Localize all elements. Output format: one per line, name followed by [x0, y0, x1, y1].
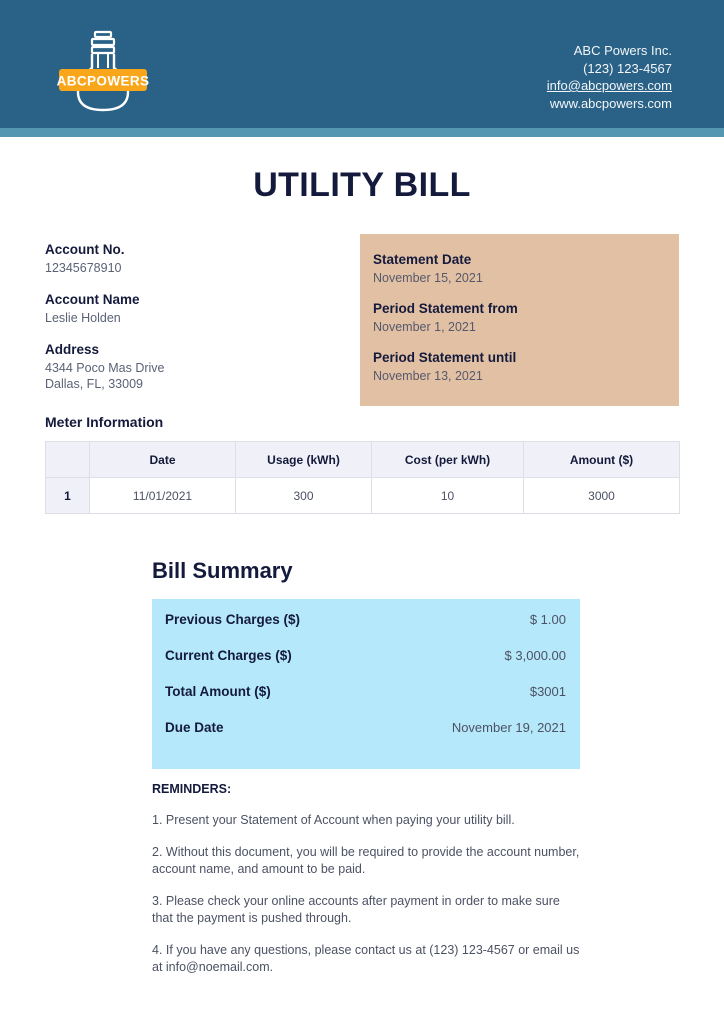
meter-table — [45, 441, 680, 514]
period-from-value: November 1, 2021 — [373, 320, 476, 334]
account-name-field — [45, 292, 335, 326]
statement-date-label: Statement Date — [373, 252, 472, 267]
total-amount-label: Total Amount ($) — [165, 684, 271, 699]
meter-col-index — [46, 442, 90, 478]
reminder-item: 4. If you have any questions, please contact us at (123) 123-4567 or email us at info@noemail.com. — [152, 943, 580, 974]
statement-dates-box — [360, 234, 679, 406]
company-website: www.abcpowers.com — [549, 95, 672, 111]
address-line-2: Dallas, FL, 33009 — [45, 377, 143, 391]
current-charges-value: $ 3,000.00 — [504, 648, 566, 663]
bill-summary-panel — [152, 599, 580, 769]
reminder-item: 2. Without this document, you will be required to provide the account number, account name, and amount to be paid. — [152, 845, 580, 876]
company-phone: (123) 123-4567 — [583, 60, 672, 76]
meter-row-date: 11/01/2021 — [90, 478, 236, 514]
bill-summary-section — [0, 558, 724, 769]
total-amount-value: $3001 — [529, 684, 566, 699]
period-until-value: November 13, 2021 — [373, 369, 483, 383]
meter-row-amount: 3000 — [524, 478, 680, 514]
account-name-value: Leslie Holden — [45, 311, 121, 325]
page-header — [0, 0, 724, 128]
account-details — [45, 242, 335, 408]
summary-row-current-charges — [165, 648, 566, 684]
summary-row-due-date — [165, 720, 566, 756]
bill-summary-title: Bill Summary — [152, 558, 293, 583]
summary-row-total-amount — [165, 684, 566, 720]
meter-col-cost: Cost (per kWh) — [372, 442, 524, 478]
period-from-label: Period Statement from — [373, 301, 518, 316]
meter-row-cost: 10 — [372, 478, 524, 514]
address-line-1: 4344 Poco Mas Drive — [45, 361, 165, 375]
period-until-label: Period Statement until — [373, 350, 517, 365]
company-name: ABC Powers Inc. — [573, 43, 672, 58]
meter-table-wrapper — [45, 441, 679, 514]
period-until-field — [373, 350, 679, 384]
account-number-field — [45, 242, 335, 276]
meter-row-usage: 300 — [236, 478, 372, 514]
account-name-label: Account Name — [45, 292, 140, 307]
due-date-label: Due Date — [165, 720, 224, 735]
previous-charges-value: $ 1.00 — [529, 612, 566, 627]
current-charges-label: Current Charges ($) — [165, 648, 292, 663]
meter-col-usage: Usage (kWh) — [236, 442, 372, 478]
statement-date-value: November 15, 2021 — [373, 271, 483, 285]
meter-information-title: Meter Information — [45, 414, 164, 430]
company-logo — [56, 28, 150, 120]
logo-banner-text: ABCPOWERS — [56, 73, 150, 89]
summary-row-previous-charges — [165, 612, 566, 648]
table-row — [46, 478, 680, 514]
header-accent-strip — [0, 128, 724, 137]
reminder-item: 3. Please check your online accounts after payment in order to make sure that the payment is pushed through. — [152, 894, 560, 925]
period-from-field — [373, 301, 679, 335]
statement-date-field — [373, 252, 679, 286]
due-date-value: November 19, 2021 — [451, 720, 566, 735]
meter-table-header-row — [46, 442, 680, 478]
address-label: Address — [45, 342, 100, 357]
address-field — [45, 342, 335, 392]
account-number-value: 12345678910 — [45, 261, 122, 275]
meter-col-date: Date — [90, 442, 236, 478]
reminder-item: 1. Present your Statement of Account when paying your utility bill. — [152, 813, 515, 827]
account-and-statement-row — [0, 234, 724, 414]
meter-row-index: 1 — [46, 478, 90, 514]
reminders-heading: REMINDERS: — [152, 782, 232, 796]
meter-col-amount: Amount ($) — [524, 442, 680, 478]
company-email-link[interactable]: info@abcpowers.com — [546, 78, 672, 93]
company-contact-block — [547, 42, 672, 112]
reminders-section — [0, 782, 724, 976]
page-title: UTILITY BILL — [253, 166, 471, 204]
account-number-label: Account No. — [45, 242, 125, 257]
previous-charges-label: Previous Charges ($) — [165, 612, 301, 627]
